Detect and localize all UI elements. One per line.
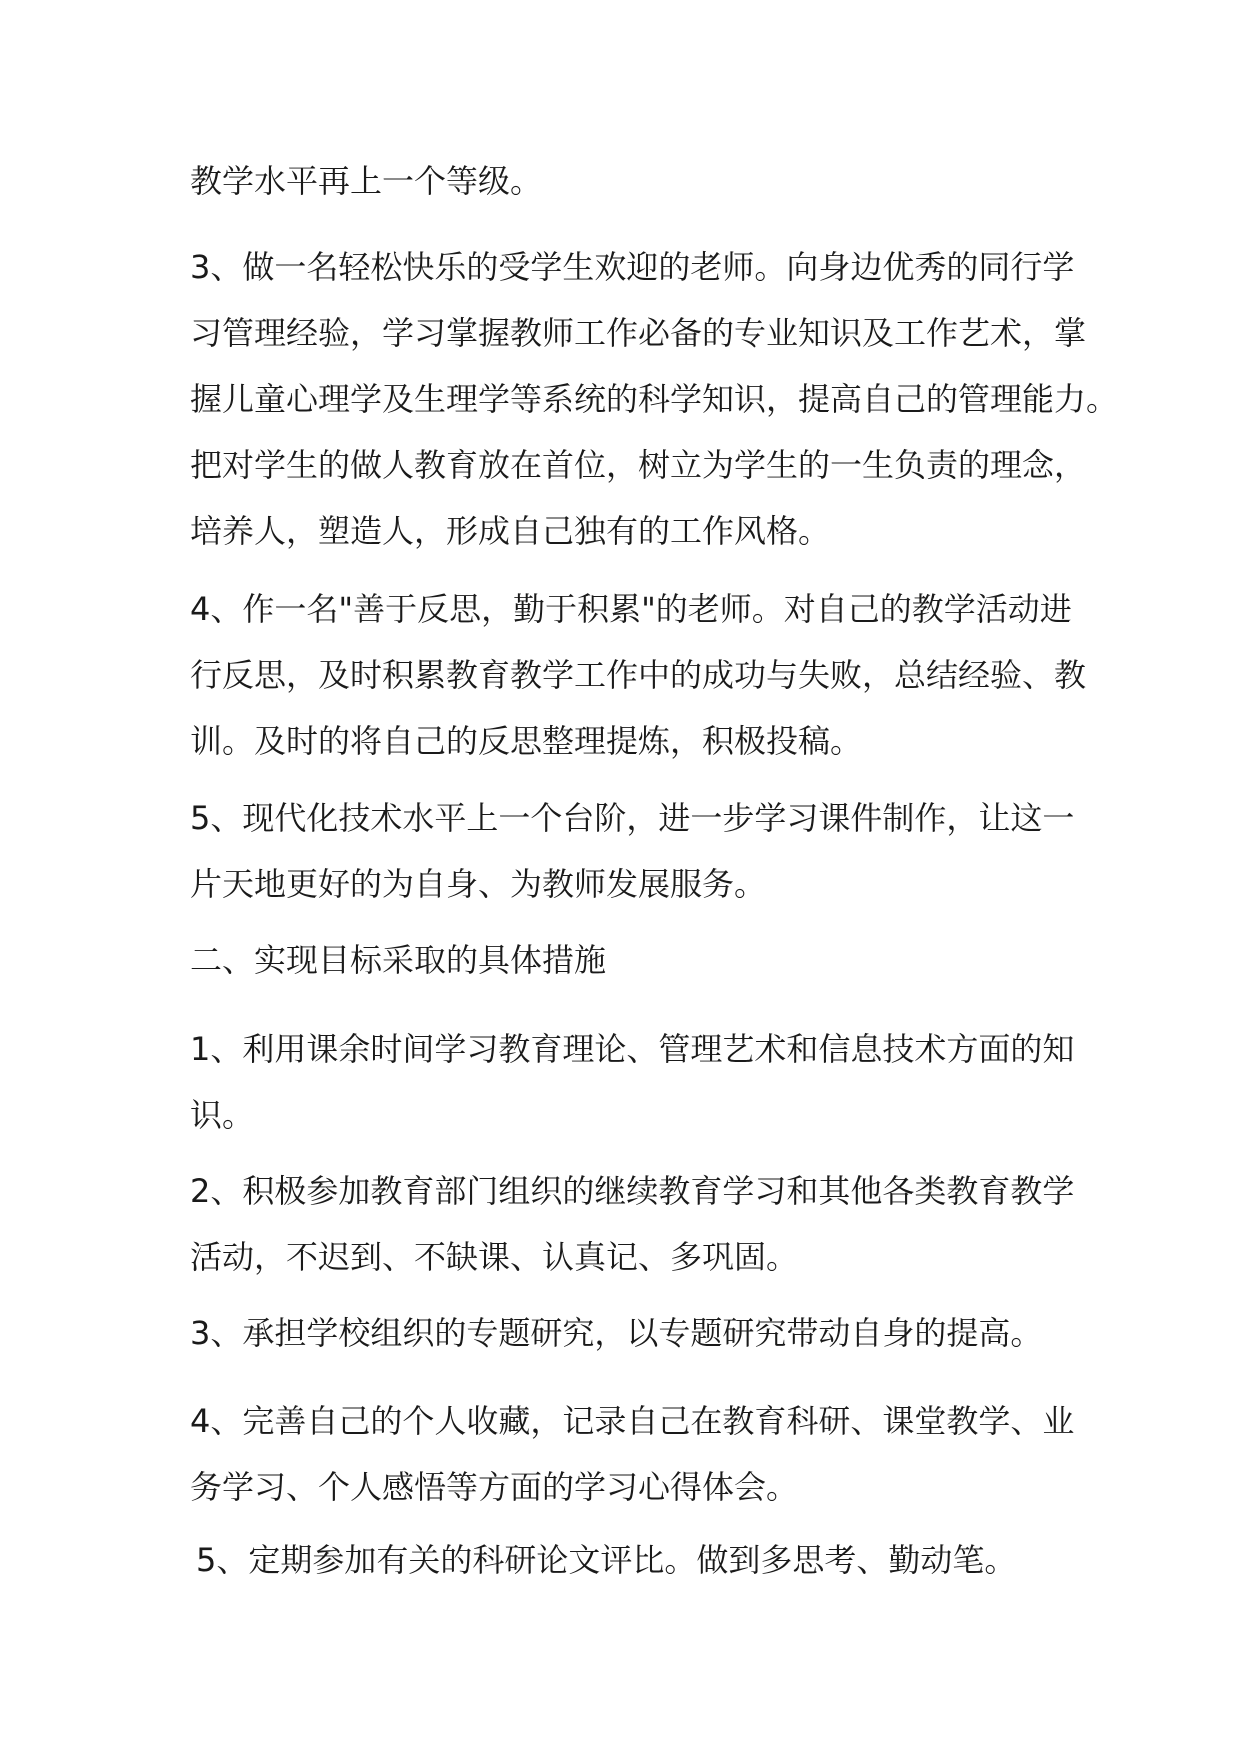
paragraph-measure-2	[190, 1158, 1075, 1290]
text-line: 教学水平再上一个等级。	[190, 162, 543, 200]
paragraph-goal-4	[190, 576, 1087, 774]
paragraph-measure-4	[190, 1388, 1075, 1520]
paragraph-goal-3	[190, 234, 1119, 564]
text-line: 习管理经验，学习掌握教师工作必备的专业知识及工作艺术，掌	[190, 314, 1087, 352]
text-line: 4、完善自己的个人收藏，记录自己在教育科研、课堂教学、业	[190, 1402, 1075, 1440]
text-line: 训。及时的将自己的反思整理提炼，积极投稿。	[190, 722, 863, 760]
text-line: 活动，不迟到、不缺课、认真记、多巩固。	[190, 1238, 799, 1276]
paragraph-continuation	[190, 148, 1070, 214]
text-line: 行反思，及时积累教育教学工作中的成功与失败，总结经验、教	[190, 656, 1087, 694]
text-line: 1、利用课余时间学习教育理论、管理艺术和信息技术方面的知	[190, 1030, 1075, 1068]
text-line: 2、积极参加教育部门组织的继续教育学习和其他各类教育教学	[190, 1172, 1075, 1210]
paragraph-measure-1	[190, 1016, 1075, 1148]
text-line: 二、实现目标采取的具体措施	[190, 941, 607, 979]
paragraph-goal-5	[190, 785, 1075, 917]
text-line: 3、承担学校组织的专题研究，以专题研究带动自身的提高。	[190, 1314, 1043, 1352]
paragraph-measure-3	[190, 1300, 1070, 1366]
paragraph-measure-5	[196, 1527, 1076, 1593]
text-line: 握儿童心理学及生理学等系统的科学知识，提高自己的管理能力。	[190, 380, 1119, 418]
text-line: 3、做一名轻松快乐的受学生欢迎的老师。向身边优秀的同行学	[190, 248, 1075, 286]
text-line: 务学习、个人感悟等方面的学习心得体会。	[190, 1468, 799, 1506]
text-line: 4、作一名"善于反思，勤于积累"的老师。对自己的教学活动进	[190, 590, 1072, 628]
text-line: 培养人，塑造人，形成自己独有的工作风格。	[190, 512, 831, 550]
text-line: 5、现代化技术水平上一个台阶，进一步学习课件制作，让这一	[190, 799, 1075, 837]
text-line: 把对学生的做人教育放在首位，树立为学生的一生负责的理念，	[190, 446, 1087, 484]
text-line: 5、定期参加有关的科研论文评比。做到多思考、勤动笔。	[196, 1541, 1017, 1579]
text-line: 片天地更好的为自身、为教师发展服务。	[190, 865, 767, 903]
section-heading	[190, 927, 1070, 993]
text-line: 识。	[190, 1096, 255, 1134]
